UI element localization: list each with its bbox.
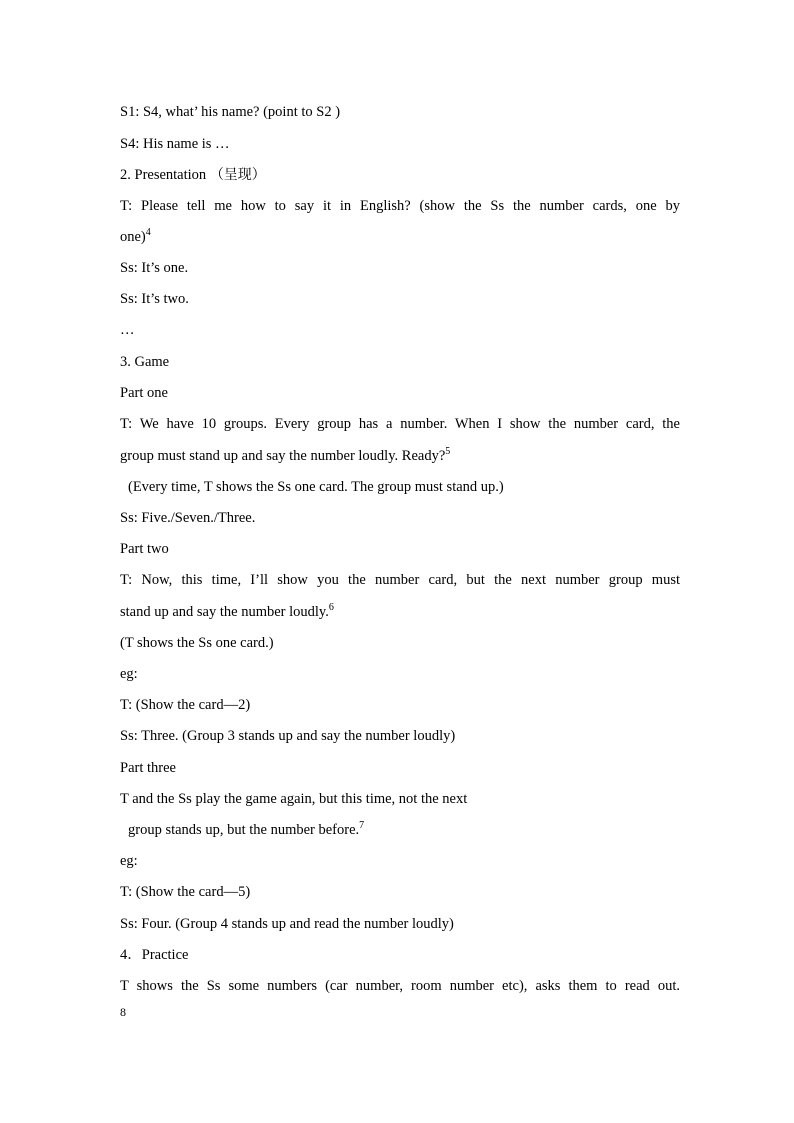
footnote-marker: 4 — [145, 227, 151, 239]
footnote-marker-line: 8 — [120, 1005, 126, 1019]
dialogue-line: T: (Show the card—5) — [120, 884, 251, 900]
subheading-part-three: Part three — [120, 760, 176, 776]
section-heading-practice: 4．Practice — [120, 947, 189, 963]
subheading-part-one: Part one — [120, 385, 168, 401]
instruction-line: T: Please tell me how to say it in English? (show the Ss the number cards, one by — [120, 198, 680, 214]
stage-direction: (T shows the Ss one card.) — [120, 635, 274, 651]
example-label: eg: — [120, 853, 138, 869]
dialogue-line: Ss: It’s two. — [120, 291, 189, 307]
dialogue-line: S1: S4, what’ his name? (point to S2 ) — [120, 104, 341, 120]
footnote-marker: 6 — [328, 602, 334, 614]
instruction-line: T: We have 10 groups. Every group has a number. When I show the number card, the — [120, 416, 680, 432]
instruction-line: stand up and say the number loudly.$^6$ — [120, 602, 334, 620]
instruction-line: group stands up, but the number before.$^7$ — [128, 820, 365, 838]
section-heading-presentation: 2. Presentation （呈现） — [120, 167, 266, 183]
section-heading-game: 3. Game — [120, 354, 170, 370]
instruction-line: T and the Ss play the game again, but this time, not the next — [120, 791, 468, 807]
ellipsis-line: … — [120, 322, 135, 338]
dialogue-line: Ss: Four. (Group 4 stands up and read the number loudly) — [120, 916, 454, 932]
subheading-part-two: Part two — [120, 541, 169, 557]
footnote-marker: 5 — [445, 446, 451, 458]
dialogue-line: T: (Show the card—2) — [120, 697, 251, 713]
dialogue-line: Ss: Three. (Group 3 stands up and say the number loudly) — [120, 728, 456, 744]
instruction-line: group must stand up and say the number loudly. Ready?$^5$ — [120, 446, 451, 464]
stage-direction: (Every time, T shows the Ss one card. The group must stand up.) — [128, 479, 504, 495]
instruction-line: T shows the Ss some numbers (car number, room number etc), asks them to read out. — [120, 978, 680, 994]
instruction-line: T: Now, this time, I’ll show you the number card, but the next number group must — [120, 572, 680, 588]
footnote-marker: 7 — [359, 820, 365, 832]
cjk-annotation: （呈现） — [209, 167, 266, 183]
dialogue-line: S4: His name is … — [120, 136, 230, 152]
dialogue-line: Ss: Five./Seven./Three. — [120, 510, 256, 526]
dialogue-line: Ss: It’s one. — [120, 260, 189, 276]
example-label: eg: — [120, 666, 138, 682]
instruction-line: one)$^4$ — [120, 227, 151, 245]
